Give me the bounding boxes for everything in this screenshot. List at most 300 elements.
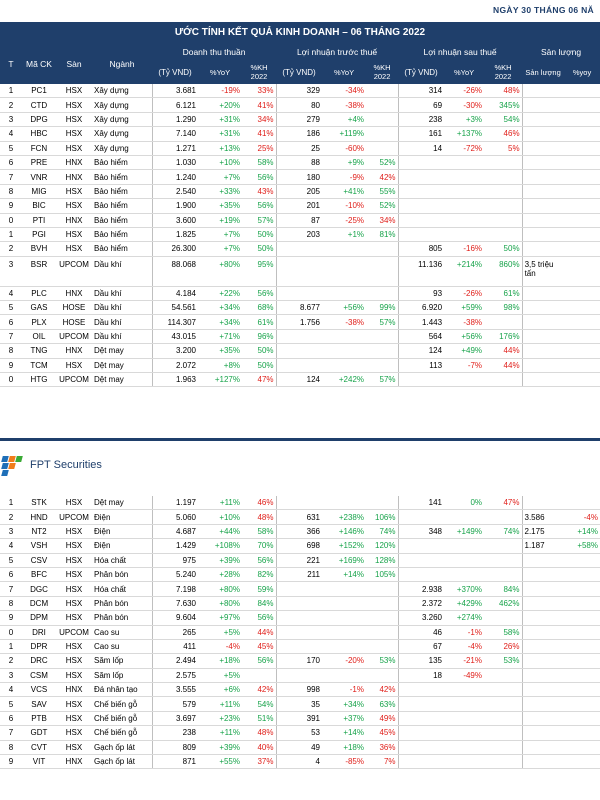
cell-ls-yoy: +137%: [444, 127, 484, 141]
cell-lt-kh: [366, 141, 398, 155]
group-ln-sau-thue: Lợi nhuận sau thuế: [398, 44, 522, 60]
cell-nganh: Gạch ốp lát: [92, 755, 152, 769]
cell-ls-yoy: [444, 373, 484, 387]
cell-stt: 5: [0, 697, 22, 711]
cell-sl-yoy: [564, 668, 600, 682]
cell-nganh: Xây dựng: [92, 98, 152, 112]
cell-san: HNX: [56, 155, 92, 169]
cell-lt-kh: [366, 582, 398, 596]
cell-lt-yoy: -34%: [322, 84, 366, 98]
cell-lt-yoy: -10%: [322, 199, 366, 213]
cell-nganh: Gạch ốp lát: [92, 740, 152, 754]
cell-dt-yoy: +22%: [198, 286, 242, 300]
cell-ls-yoy: -1%: [444, 625, 484, 639]
cell-ls-kh: 44%: [484, 344, 522, 358]
cell-nganh: Dầu khí: [92, 256, 152, 286]
table-row: [0, 199, 600, 213]
table-row: [0, 344, 600, 358]
cell-dt-yoy: +10%: [198, 155, 242, 169]
header-row-groups: [0, 44, 600, 60]
cell-dt-kh: 42%: [242, 683, 276, 697]
cell-sl-yoy: [564, 726, 600, 740]
cell-lt: 366: [276, 524, 322, 538]
cell-lt-kh: 49%: [366, 711, 398, 725]
date-line: [0, 0, 600, 22]
cell-lt-yoy: -25%: [322, 213, 366, 227]
cell-nganh: Bảo hiểm: [92, 184, 152, 198]
col-lt-value: (Tỷ VND): [276, 60, 322, 84]
cell-lt-kh: [366, 668, 398, 682]
cell-lt: 4: [276, 755, 322, 769]
table-row: [0, 611, 600, 625]
cell-dt-yoy: +31%: [198, 127, 242, 141]
table-row: [0, 286, 600, 300]
cell-sl-yoy: [564, 683, 600, 697]
cell-san: HSX: [56, 184, 92, 198]
cell-stt: 1: [0, 496, 22, 510]
table-row: [0, 213, 600, 227]
cell-lt: [276, 256, 322, 286]
cell-nganh: Chế biến gỗ: [92, 726, 152, 740]
cell-sl: [522, 84, 564, 98]
cell-lt-kh: [366, 639, 398, 653]
cell-lt: 170: [276, 654, 322, 668]
cell-ls-kh: 54%: [484, 112, 522, 126]
cell-lt: 124: [276, 373, 322, 387]
cell-san: HOSE: [56, 315, 92, 329]
fpt-logo: [2, 454, 24, 476]
cell-dt: 88.068: [152, 256, 198, 286]
cell-dt: 26.300: [152, 242, 198, 256]
cell-dt-yoy: +127%: [198, 373, 242, 387]
cell-san: HSX: [56, 668, 92, 682]
cell-sl: [522, 596, 564, 610]
cell-ls-yoy: -21%: [444, 654, 484, 668]
table-row: [0, 639, 600, 653]
brand-logo: [2, 450, 102, 480]
cell-sl: [522, 683, 564, 697]
cell-dt-yoy: +7%: [198, 242, 242, 256]
cell-dt-kh: 48%: [242, 510, 276, 524]
cell-dt: 1.271: [152, 141, 198, 155]
cell-ls-kh: [484, 711, 522, 725]
cell-lt-kh: 52%: [366, 199, 398, 213]
cell-dt-yoy: +34%: [198, 301, 242, 315]
cell-ls: [398, 155, 444, 169]
cell-san: HSX: [56, 141, 92, 155]
table-row: [0, 155, 600, 169]
cell-stt: 7: [0, 582, 22, 596]
cell-dt: 54.561: [152, 301, 198, 315]
cell-sl: 3,5 triệu tấn: [522, 256, 564, 286]
cell-dt-yoy: +97%: [198, 611, 242, 625]
cell-ls-kh: 98%: [484, 301, 522, 315]
cell-ma: PRE: [22, 155, 56, 169]
cell-lt-kh: 53%: [366, 654, 398, 668]
cell-san: UPCOM: [56, 625, 92, 639]
cell-lt-yoy: -85%: [322, 755, 366, 769]
cell-lt-yoy: -38%: [322, 98, 366, 112]
cell-lt-kh: 128%: [366, 553, 398, 567]
cell-sl-yoy: [564, 329, 600, 343]
table-body-bottom: [0, 496, 600, 769]
cell-lt: [276, 242, 322, 256]
col-dt-yoy: %YoY: [198, 60, 242, 84]
cell-sl: 1.187: [522, 539, 564, 553]
cell-dt-kh: 37%: [242, 755, 276, 769]
cell-sl-yoy: [564, 639, 600, 653]
cell-dt: 9.604: [152, 611, 198, 625]
cell-lt-yoy: -20%: [322, 654, 366, 668]
cell-nganh: Dầu khí: [92, 301, 152, 315]
cell-stt: 3: [0, 668, 22, 682]
cell-san: HSX: [56, 639, 92, 653]
cell-dt: 5.060: [152, 510, 198, 524]
cell-ma: VSH: [22, 539, 56, 553]
col-lt-yoy: %YoY: [322, 60, 366, 84]
cell-ls-kh: [484, 740, 522, 754]
cell-lt-yoy: [322, 358, 366, 372]
cell-dt: 238: [152, 726, 198, 740]
cell-sl: [522, 639, 564, 653]
cell-san: UPCOM: [56, 510, 92, 524]
page-separator: [0, 418, 600, 440]
cell-lt-yoy: [322, 639, 366, 653]
cell-ma: VIT: [22, 755, 56, 769]
cell-dt-yoy: +8%: [198, 358, 242, 372]
cell-dt-yoy: +20%: [198, 98, 242, 112]
cell-ls-kh: [484, 726, 522, 740]
cell-dt: 3.681: [152, 84, 198, 98]
table-row: [0, 315, 600, 329]
cell-lt-kh: 81%: [366, 227, 398, 241]
cell-dt: 7.140: [152, 127, 198, 141]
col-ls-value: (Tỷ VND): [398, 60, 444, 84]
cell-dt-kh: 25%: [242, 141, 276, 155]
cell-lt-kh: [366, 344, 398, 358]
group-ln-truoc-thue: Lợi nhuận trước thuế: [276, 44, 398, 60]
cell-nganh: Bảo hiểm: [92, 242, 152, 256]
cell-dt: 4.184: [152, 286, 198, 300]
cell-ma: CSM: [22, 668, 56, 682]
cell-ls: 18: [398, 668, 444, 682]
cell-nganh: Xây dựng: [92, 127, 152, 141]
cell-dt: 1.825: [152, 227, 198, 241]
cell-ma: DGC: [22, 582, 56, 596]
cell-sl: [522, 740, 564, 754]
cell-ma: CTD: [22, 98, 56, 112]
cell-san: HNX: [56, 683, 92, 697]
cell-sl-yoy: [564, 286, 600, 300]
cell-ls-yoy: -26%: [444, 84, 484, 98]
cell-dt-kh: 56%: [242, 170, 276, 184]
cell-stt: 2: [0, 98, 22, 112]
cell-ma: HND: [22, 510, 56, 524]
cell-sl-yoy: +14%: [564, 524, 600, 538]
cell-sl: [522, 98, 564, 112]
cell-ls-kh: 345%: [484, 98, 522, 112]
cell-ls-kh: [484, 373, 522, 387]
cell-nganh: Điện: [92, 539, 152, 553]
cell-lt: 998: [276, 683, 322, 697]
cell-ma: FCN: [22, 141, 56, 155]
cell-lt: 391: [276, 711, 322, 725]
cell-ls-kh: [484, 184, 522, 198]
cell-ls: 348: [398, 524, 444, 538]
cell-stt: 6: [0, 155, 22, 169]
cell-ls-yoy: -26%: [444, 286, 484, 300]
cell-stt: 9: [0, 358, 22, 372]
cell-lt-yoy: +14%: [322, 726, 366, 740]
cell-ls-yoy: [444, 199, 484, 213]
table-row: [0, 596, 600, 610]
cell-sl: [522, 654, 564, 668]
cell-ls: [398, 184, 444, 198]
cell-san: UPCOM: [56, 373, 92, 387]
cell-lt-kh: [366, 84, 398, 98]
cell-nganh: Phân bón: [92, 611, 152, 625]
cell-san: HSX: [56, 740, 92, 754]
cell-ma: CSV: [22, 553, 56, 567]
cell-lt: 88: [276, 155, 322, 169]
cell-san: HSX: [56, 112, 92, 126]
cell-dt: 579: [152, 697, 198, 711]
table-row: [0, 711, 600, 725]
cell-ls-yoy: +214%: [444, 256, 484, 286]
cell-lt: [276, 611, 322, 625]
cell-lt-yoy: +1%: [322, 227, 366, 241]
cell-stt: 2: [0, 510, 22, 524]
cell-lt-kh: [366, 625, 398, 639]
cell-dt-kh: 45%: [242, 639, 276, 653]
cell-lt-yoy: +9%: [322, 155, 366, 169]
cell-lt-kh: 99%: [366, 301, 398, 315]
cell-stt: 8: [0, 740, 22, 754]
cell-ls-yoy: [444, 697, 484, 711]
cell-ma: HTG: [22, 373, 56, 387]
cell-sl: [522, 301, 564, 315]
cell-lt-kh: 36%: [366, 740, 398, 754]
cell-ls-kh: [484, 199, 522, 213]
table-row: [0, 496, 600, 510]
cell-ls-kh: 61%: [484, 286, 522, 300]
cell-nganh: Săm lốp: [92, 654, 152, 668]
cell-dt-kh: 59%: [242, 582, 276, 596]
cell-dt-kh: 56%: [242, 611, 276, 625]
cell-sl-yoy: [564, 256, 600, 286]
cell-sl-yoy: [564, 697, 600, 711]
cell-dt: 5.240: [152, 567, 198, 581]
cell-lt-kh: 55%: [366, 184, 398, 198]
cell-san: HSX: [56, 611, 92, 625]
cell-dt-yoy: +10%: [198, 510, 242, 524]
cell-stt: 1: [0, 84, 22, 98]
cell-stt: 2: [0, 654, 22, 668]
cell-sl: [522, 373, 564, 387]
cell-sl-yoy: [564, 155, 600, 169]
cell-ma: TCM: [22, 358, 56, 372]
table-row: [0, 683, 600, 697]
cell-ls-yoy: +429%: [444, 596, 484, 610]
cell-dt-yoy: -19%: [198, 84, 242, 98]
cell-sl-yoy: +58%: [564, 539, 600, 553]
cell-ls-yoy: +59%: [444, 301, 484, 315]
table-row: [0, 668, 600, 682]
cell-lt: 1.756: [276, 315, 322, 329]
cell-nganh: Xây dựng: [92, 112, 152, 126]
cell-ls-yoy: [444, 227, 484, 241]
cell-dt-kh: 46%: [242, 496, 276, 510]
cell-lt-yoy: +18%: [322, 740, 366, 754]
cell-dt: 265: [152, 625, 198, 639]
cell-lt: 221: [276, 553, 322, 567]
cell-sl: [522, 329, 564, 343]
cell-stt: 6: [0, 567, 22, 581]
cell-ls: [398, 755, 444, 769]
cell-lt: [276, 639, 322, 653]
cell-lt-yoy: [322, 582, 366, 596]
cell-sl-yoy: [564, 596, 600, 610]
cell-nganh: Dệt may: [92, 373, 152, 387]
cell-stt: 5: [0, 553, 22, 567]
cell-ls-kh: 47%: [484, 496, 522, 510]
cell-dt: 1.290: [152, 112, 198, 126]
cell-sl: [522, 726, 564, 740]
cell-ls-kh: [484, 155, 522, 169]
cell-dt-yoy: +35%: [198, 199, 242, 213]
cell-stt: 3: [0, 524, 22, 538]
cell-sl-yoy: [564, 112, 600, 126]
cell-ls: 46: [398, 625, 444, 639]
cell-stt: 8: [0, 184, 22, 198]
cell-sl: 3.586: [522, 510, 564, 524]
cell-ma: VCS: [22, 683, 56, 697]
cell-sl-yoy: [564, 84, 600, 98]
cell-ma: VNR: [22, 170, 56, 184]
cell-ls: 2.938: [398, 582, 444, 596]
cell-sl: [522, 697, 564, 711]
cell-ls-kh: [484, 683, 522, 697]
cell-stt: 7: [0, 726, 22, 740]
cell-stt: 9: [0, 199, 22, 213]
cell-lt: 53: [276, 726, 322, 740]
cell-ma: STK: [22, 496, 56, 510]
cell-ls-yoy: +274%: [444, 611, 484, 625]
cell-sl-yoy: [564, 567, 600, 581]
cell-sl: [522, 127, 564, 141]
cell-san: HNX: [56, 213, 92, 227]
cell-dt: 871: [152, 755, 198, 769]
cell-sl: [522, 496, 564, 510]
cell-dt-yoy: +71%: [198, 329, 242, 343]
cell-lt: 35: [276, 697, 322, 711]
cell-dt: 114.307: [152, 315, 198, 329]
cell-lt-yoy: +169%: [322, 553, 366, 567]
cell-dt: 1.963: [152, 373, 198, 387]
cell-dt-yoy: +80%: [198, 596, 242, 610]
cell-dt: 2.540: [152, 184, 198, 198]
cell-ma: PLC: [22, 286, 56, 300]
cell-nganh: Điện: [92, 524, 152, 538]
cell-ls: 113: [398, 358, 444, 372]
table-row: [0, 654, 600, 668]
table-row: [0, 539, 600, 553]
cell-lt: 180: [276, 170, 322, 184]
cell-ls-yoy: +49%: [444, 344, 484, 358]
table-row: [0, 242, 600, 256]
cell-lt-kh: 7%: [366, 755, 398, 769]
cell-nganh: Xây dựng: [92, 141, 152, 155]
cell-lt-kh: 42%: [366, 683, 398, 697]
cell-ls: 3.260: [398, 611, 444, 625]
cell-ls-kh: [484, 510, 522, 524]
cell-ls-yoy: [444, 711, 484, 725]
cell-ls-kh: [484, 539, 522, 553]
cell-sl-yoy: [564, 740, 600, 754]
cell-ls: 135: [398, 654, 444, 668]
cell-lt-yoy: [322, 329, 366, 343]
cell-ma: DPM: [22, 611, 56, 625]
table-row: [0, 567, 600, 581]
cell-dt-yoy: +28%: [198, 567, 242, 581]
cell-ls-yoy: [444, 683, 484, 697]
cell-nganh: Bảo hiểm: [92, 155, 152, 169]
cell-ls-kh: [484, 315, 522, 329]
cell-san: HSX: [56, 567, 92, 581]
cell-sl: [522, 199, 564, 213]
cell-sl-yoy: [564, 582, 600, 596]
cell-ma: TNG: [22, 344, 56, 358]
cell-ls-yoy: [444, 726, 484, 740]
cell-dt-kh: 84%: [242, 596, 276, 610]
cell-ls: 93: [398, 286, 444, 300]
cell-ma: HBC: [22, 127, 56, 141]
col-ls-kh: %KH 2022: [484, 60, 522, 84]
cell-ls-kh: 48%: [484, 84, 522, 98]
cell-lt: [276, 596, 322, 610]
cell-stt: 8: [0, 596, 22, 610]
cell-lt: 186: [276, 127, 322, 141]
cell-ls-yoy: +149%: [444, 524, 484, 538]
cell-ma: PGI: [22, 227, 56, 241]
cell-dt-yoy: +39%: [198, 740, 242, 754]
cell-lt-kh: 74%: [366, 524, 398, 538]
cell-dt: 975: [152, 553, 198, 567]
cell-lt: 201: [276, 199, 322, 213]
cell-nganh: Điện: [92, 510, 152, 524]
cell-dt-yoy: +31%: [198, 112, 242, 126]
cell-dt-yoy: +19%: [198, 213, 242, 227]
cell-lt-yoy: -9%: [322, 170, 366, 184]
cell-lt: [276, 344, 322, 358]
cell-ls: 14: [398, 141, 444, 155]
page-divider-line: [0, 438, 600, 441]
cell-ma: GDT: [22, 726, 56, 740]
cell-dt-kh: 50%: [242, 358, 276, 372]
cell-san: UPCOM: [56, 329, 92, 343]
cell-nganh: Cao su: [92, 639, 152, 653]
cell-ls-yoy: 0%: [444, 496, 484, 510]
table-row: [0, 184, 600, 198]
cell-sl: [522, 358, 564, 372]
cell-ls-yoy: -30%: [444, 98, 484, 112]
cell-dt: 7.198: [152, 582, 198, 596]
cell-ls: 238: [398, 112, 444, 126]
cell-stt: 5: [0, 301, 22, 315]
cell-stt: 0: [0, 213, 22, 227]
cell-sl-yoy: [564, 141, 600, 155]
cell-ls: [398, 539, 444, 553]
